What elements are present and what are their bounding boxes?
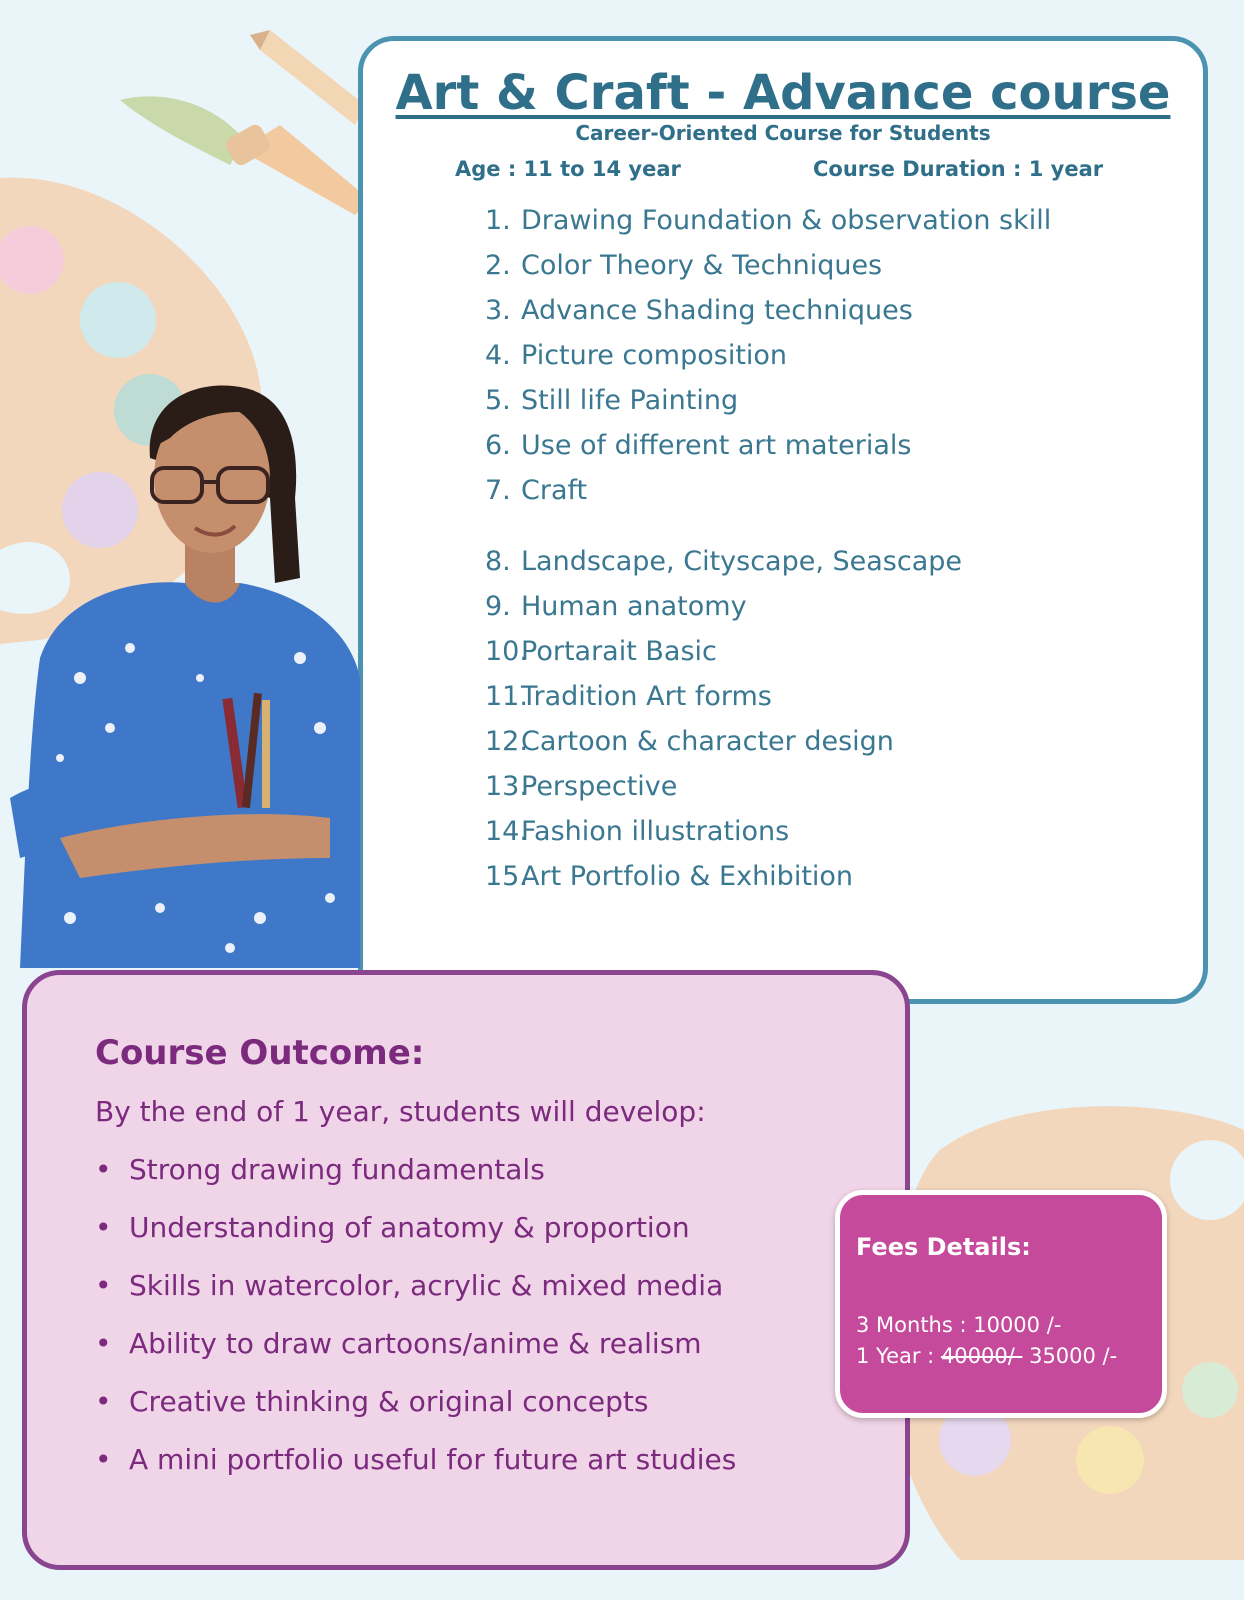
bullet-icon: • [95,1153,112,1186]
fees-one-year: 1 Year : 40000/- 35000 /- [856,1344,1118,1368]
topic-item: 10.Portarait Basic [485,636,717,667]
topic-item: 11.Tradition Art forms [485,681,772,712]
bullet-icon: • [95,1385,112,1418]
course-subtitle: Career-Oriented Course for Students [575,121,991,145]
outcome-item: • Ability to draw cartoons/anime & realism [95,1327,702,1360]
topic-item: 9. Human anatomy [485,591,747,622]
topic-item: 5. Still life Painting [485,385,739,416]
age-range: Age : 11 to 14 year [455,157,681,181]
topic-item: 12.Cartoon & character design [485,726,894,757]
outcome-title: Course Outcome: [95,1033,425,1073]
topic-item: 7. Craft [485,475,588,506]
student-photo [0,378,360,968]
topic-item: 2. Color Theory & Techniques [485,250,883,281]
fees-title: Fees Details: [856,1233,1031,1261]
topic-item: 1. Drawing Foundation & observation skill [485,205,1052,236]
topic-item: 4. Picture composition [485,340,788,371]
fees-three-months: 3 Months : 10000 /- [856,1313,1062,1337]
outcome-item: • Creative thinking & original concepts [95,1385,649,1418]
topic-item: 13.Perspective [485,771,678,802]
brush-decoration [120,30,370,220]
topic-item: 8. Landscape, Cityscape, Seascape [485,546,963,577]
outcome-item: • Understanding of anatomy & proportion [95,1211,690,1244]
fees-details-box [835,1190,1167,1418]
topic-item: 6. Use of different art materials [485,430,912,461]
topic-item: 3. Advance Shading techniques [485,295,913,326]
new-price: 35000 /- [1022,1344,1118,1368]
topic-item: 15.Art Portfolio & Exhibition [485,861,854,892]
old-price: 40000/- [940,1344,1023,1368]
outcome-item: • Skills in watercolor, acrylic & mixed media [95,1269,724,1302]
bullet-icon: • [95,1443,112,1476]
course-outcome-panel [22,970,910,1570]
bullet-icon: • [95,1269,112,1302]
course-title: Art & Craft - Advance course [395,65,1171,121]
bullet-icon: • [95,1327,112,1360]
outcome-item: • Strong drawing fundamentals [95,1153,545,1186]
curriculum-panel [358,36,1208,1004]
outcome-item: • A mini portfolio useful for future art studies [95,1443,737,1476]
outcome-intro: By the end of 1 year, students will develop: [95,1095,706,1128]
bullet-icon: • [95,1211,112,1244]
course-duration: Course Duration : 1 year [813,157,1104,181]
topic-item: 14.Fashion illustrations [485,816,790,847]
